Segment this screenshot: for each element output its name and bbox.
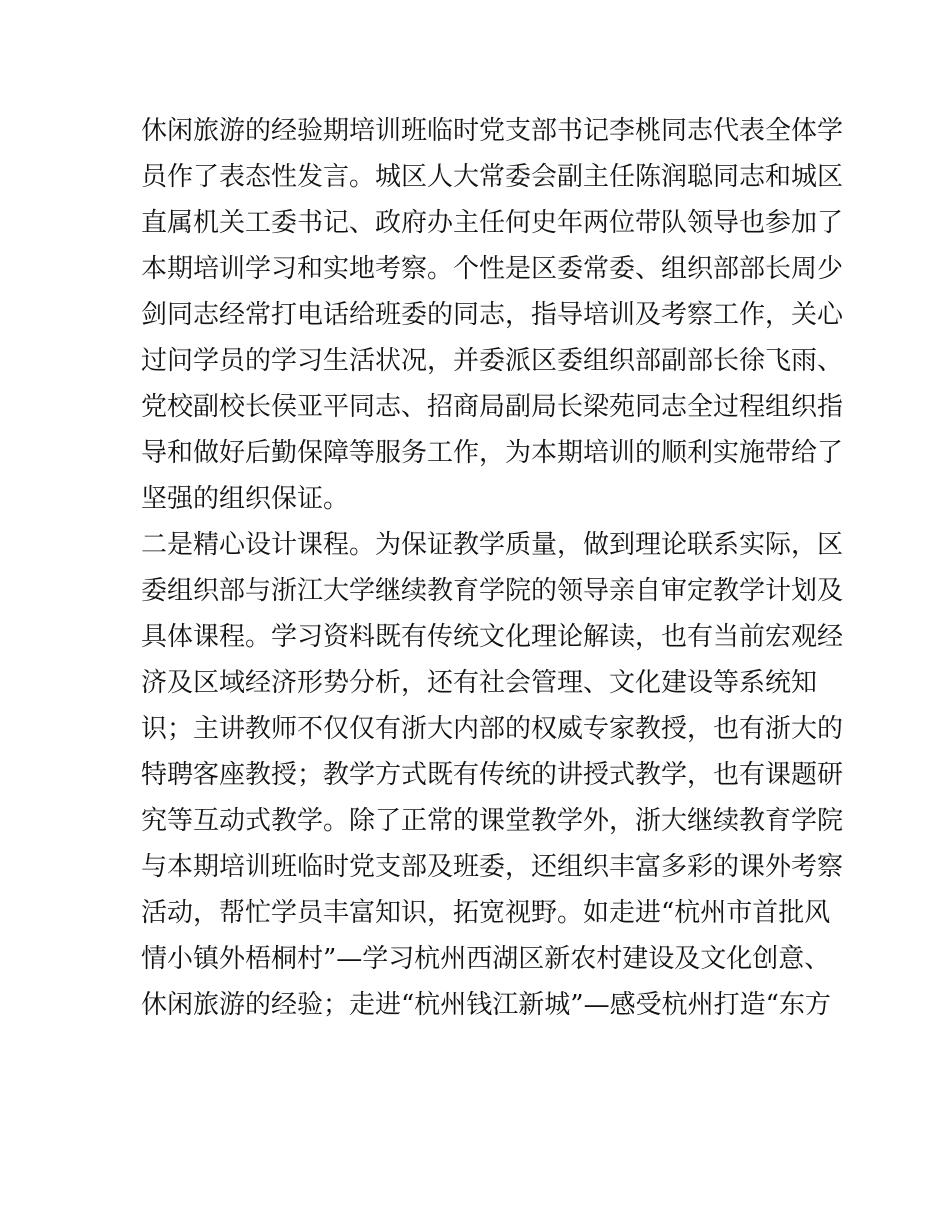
text-line: 党校副校长侯亚平同志、招商局副局长梁苑同志全过程组织指	[141, 392, 844, 422]
text-line: 过问学员的学习生活状况，并委派区委组织部副部长徐飞雨、	[141, 346, 844, 376]
text-line: 特聘客座教授；教学方式既有传统的讲授式教学，也有课题研	[141, 760, 844, 790]
text-line: 员作了表态性发言。城区人大常委会副主任陈润聪同志和城区	[141, 162, 844, 192]
text-line: 休闲旅游的经验；走进“杭州钱江新城”—感受杭州打造“东方	[141, 990, 831, 1020]
body-text	[141, 108, 844, 1028]
text-line: 休闲旅游的经验期培训班临时党支部书记李桃同志代表全体学	[141, 116, 844, 146]
text-line: 直属机关工委书记、政府办主任何史年两位带队领导也参加了	[141, 208, 844, 238]
text-line: 活动，帮忙学员丰富知识，拓宽视野。如走进“杭州市首批风	[141, 898, 831, 928]
text-line: 具体课程。学习资料既有传统文化理论解读，也有当前宏观经	[141, 622, 844, 652]
text-line: 与本期培训班临时党支部及班委，还组织丰富多彩的课外考察	[141, 852, 844, 882]
text-line: 本期培训学习和实地考察。个性是区委常委、组织部部长周少	[141, 254, 844, 284]
text-line: 情小镇外梧桐村”—学习杭州西湖区新农村建设及文化创意、	[141, 944, 831, 974]
text-line: 坚强的组织保证。	[141, 484, 350, 514]
text-line: 导和做好后勤保障等服务工作，为本期培训的顺利实施带给了	[141, 438, 844, 468]
text-line: 究等互动式教学。除了正常的课堂教学外，浙大继续教育学院	[141, 806, 844, 836]
text-line: 济及区域经济形势分析，还有社会管理、文化建设等系统知	[141, 668, 818, 698]
text-line: 剑同志经常打电话给班委的同志，指导培训及考察工作，关心	[141, 300, 844, 330]
text-line: 识；主讲教师不仅仅有浙大内部的权威专家教授，也有浙大的	[141, 714, 844, 744]
text-line: 二是精心设计课程。为保证教学质量，做到理论联系实际，区	[141, 530, 844, 560]
text-line: 委组织部与浙江大学继续教育学院的领导亲自审定教学计划及	[141, 576, 844, 606]
